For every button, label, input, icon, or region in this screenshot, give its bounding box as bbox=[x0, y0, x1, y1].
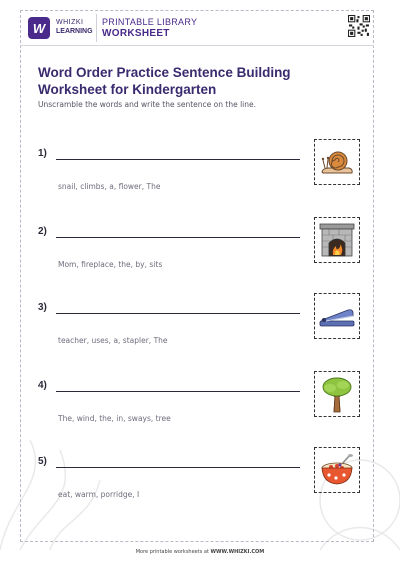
page-title: Word Order Practice Sentence Building Worksheet for Kindergarten bbox=[38, 65, 291, 97]
snail-icon bbox=[319, 146, 355, 178]
brand-line-1: WHIZKI bbox=[56, 19, 84, 26]
question-number: 3) bbox=[38, 302, 47, 313]
worksheet-header bbox=[20, 10, 374, 46]
question-number: 2) bbox=[38, 226, 47, 237]
porridge-bowl-icon bbox=[319, 453, 355, 487]
question-item bbox=[38, 220, 368, 280]
header-divider bbox=[96, 14, 97, 42]
brand-line-2: LEARNING bbox=[56, 28, 93, 35]
question-number: 4) bbox=[38, 380, 47, 391]
footer bbox=[0, 549, 400, 555]
stapler-icon bbox=[318, 304, 356, 328]
scrambled-words: teacher, uses, a, stapler, The bbox=[58, 336, 168, 345]
scrambled-words: eat, warm, porridge, I bbox=[58, 490, 140, 499]
library-label bbox=[102, 17, 197, 39]
question-number: 5) bbox=[38, 456, 47, 467]
instructions: Unscramble the words and write the sentence on the line. bbox=[38, 100, 256, 109]
answer-line[interactable] bbox=[56, 391, 300, 392]
library-line-1: PRINTABLE LIBRARY bbox=[102, 17, 198, 27]
scrambled-words: Mom, fireplace, the, by, sits bbox=[58, 260, 163, 269]
question-item bbox=[38, 450, 368, 510]
picture-box bbox=[314, 371, 360, 417]
picture-box bbox=[314, 217, 360, 263]
tree-icon bbox=[320, 375, 354, 413]
question-item bbox=[38, 374, 368, 434]
footer-link[interactable]: WWW.WHIZKI.COM bbox=[210, 549, 265, 555]
footer-text: More printable worksheets at bbox=[135, 549, 211, 555]
picture-box bbox=[314, 293, 360, 339]
answer-line[interactable] bbox=[56, 313, 300, 314]
answer-line[interactable] bbox=[56, 159, 300, 160]
logo-letter: W bbox=[32, 20, 46, 36]
brand-name bbox=[56, 18, 93, 36]
library-line-2: WORKSHEET bbox=[102, 28, 170, 39]
fireplace-icon bbox=[319, 223, 355, 257]
question-item bbox=[38, 142, 368, 202]
scrambled-words: The, wind, the, in, sways, tree bbox=[58, 414, 171, 423]
answer-line[interactable] bbox=[56, 237, 300, 238]
scrambled-words: snail, climbs, a, flower, The bbox=[58, 182, 161, 191]
picture-box bbox=[314, 139, 360, 185]
answer-line[interactable] bbox=[56, 467, 300, 468]
picture-box bbox=[314, 447, 360, 493]
qr-code-icon[interactable] bbox=[348, 15, 370, 37]
question-item bbox=[38, 296, 368, 356]
question-number: 1) bbox=[38, 148, 47, 159]
whizki-logo-icon bbox=[28, 17, 50, 39]
